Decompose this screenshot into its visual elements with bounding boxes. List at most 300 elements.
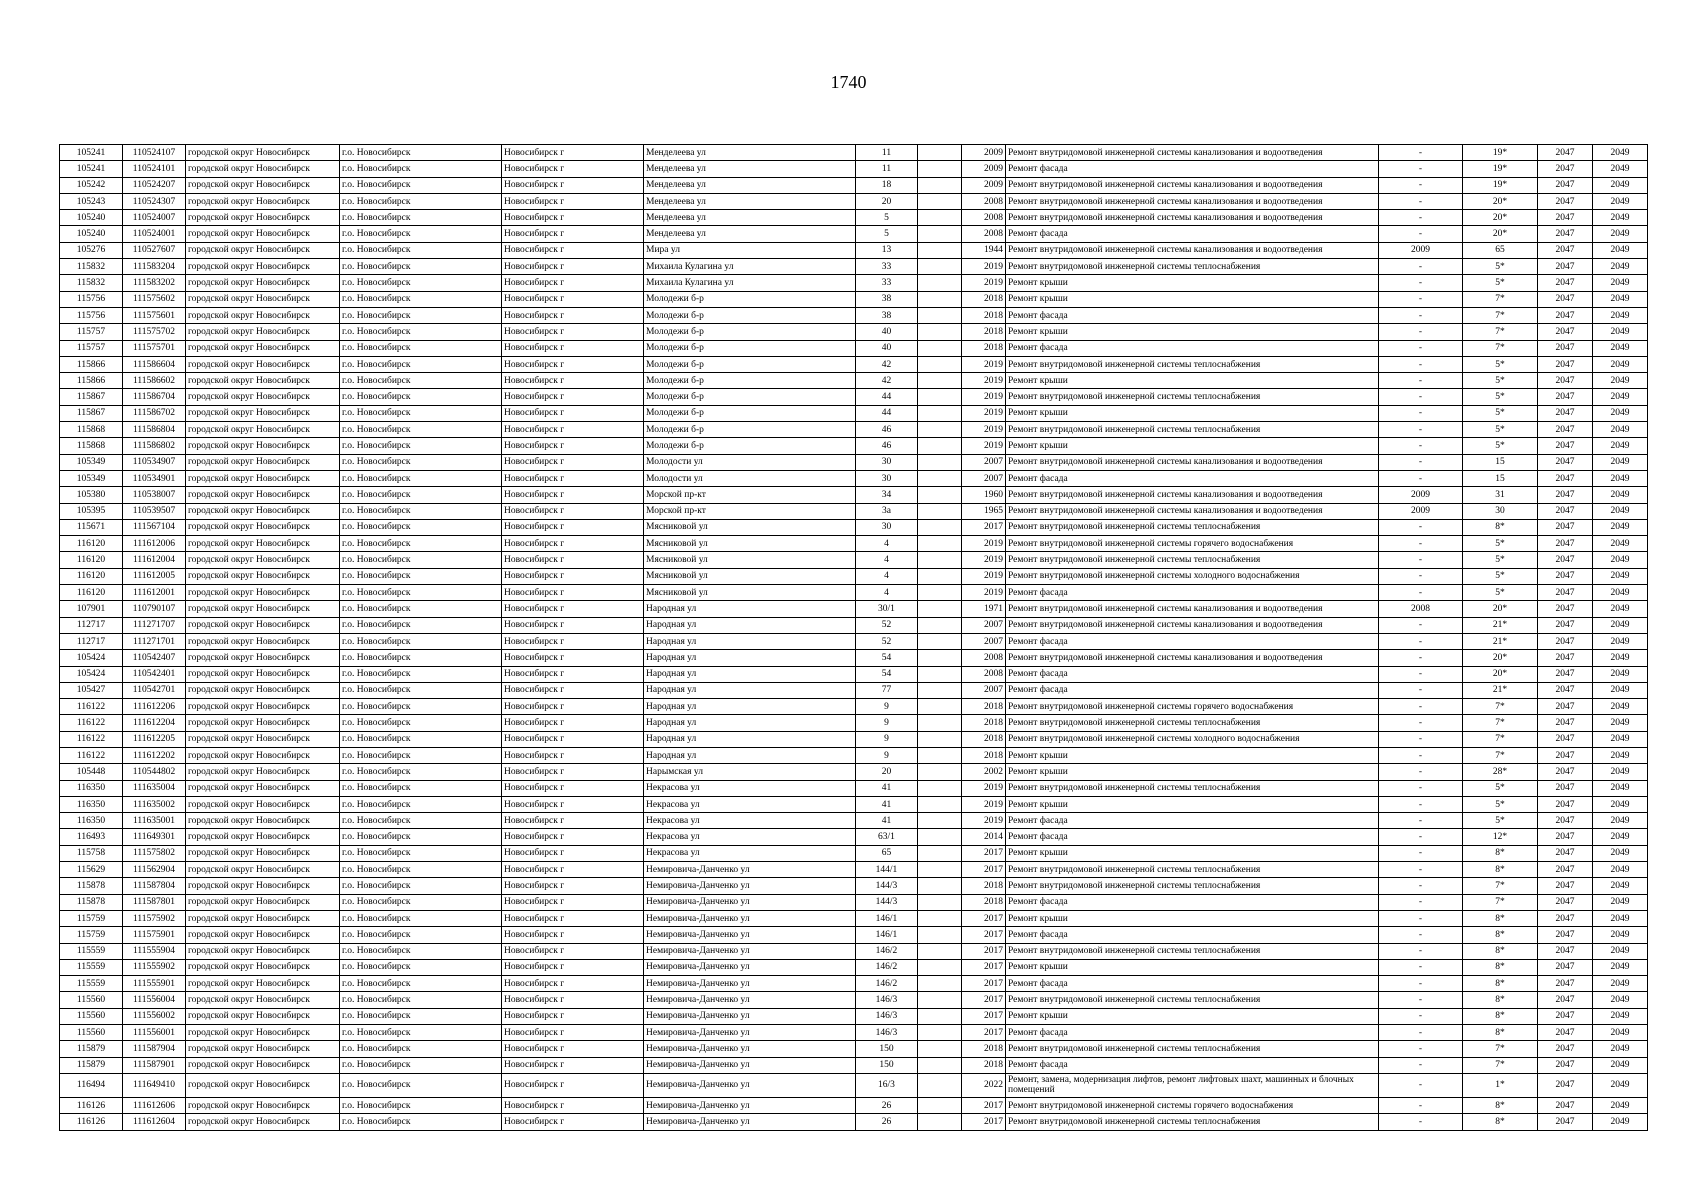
program-id-cell: 111612206 [123, 699, 186, 715]
work-type-cell: Ремонт внутридомовой инженерной системы теплоснабжения [1006, 422, 1379, 438]
plan-end-cell: 2049 [1593, 682, 1648, 698]
work-type-cell: Ремонт крыши [1006, 291, 1379, 307]
plan-end-cell: 2049 [1593, 1057, 1648, 1073]
table-row [60, 829, 1648, 845]
year-cell: 2017 [962, 862, 1006, 878]
plan-start-cell: 2047 [1538, 487, 1593, 503]
house-id-cell: 116120 [60, 585, 123, 601]
program-id-cell: 111612205 [123, 731, 186, 747]
building-cell [918, 259, 962, 275]
street-cell: Некрасова ул [644, 845, 856, 861]
house-id-cell: 115878 [60, 878, 123, 894]
wear-cell: 5* [1463, 259, 1538, 275]
work-type-cell: Ремонт крыши [1006, 796, 1379, 812]
municipality-cell: г.о. Новосибирск [340, 1041, 502, 1057]
building-cell [918, 617, 962, 633]
wear-cell: 5* [1463, 536, 1538, 552]
plan-end-cell: 2049 [1593, 1041, 1648, 1057]
district-cell: городской округ Новосибирск [186, 910, 340, 926]
house-number-cell: 41 [856, 813, 918, 829]
last-repair-cell: - [1379, 796, 1463, 812]
municipality-cell: г.о. Новосибирск [340, 470, 502, 486]
building-cell [918, 829, 962, 845]
year-cell: 2018 [962, 699, 1006, 715]
wear-cell: 5* [1463, 275, 1538, 291]
house-id-cell: 105243 [60, 193, 123, 209]
last-repair-cell: 2009 [1379, 242, 1463, 258]
district-cell: городской округ Новосибирск [186, 568, 340, 584]
table-row [60, 503, 1648, 519]
year-cell: 1944 [962, 242, 1006, 258]
wear-cell: 8* [1463, 1114, 1538, 1130]
municipality-cell: г.о. Новосибирск [340, 829, 502, 845]
plan-start-cell: 2047 [1538, 1041, 1593, 1057]
building-cell [918, 845, 962, 861]
district-cell: городской округ Новосибирск [186, 878, 340, 894]
plan-end-cell: 2049 [1593, 845, 1648, 861]
building-cell [918, 373, 962, 389]
plan-end-cell: 2049 [1593, 487, 1648, 503]
district-cell: городской округ Новосибирск [186, 275, 340, 291]
district-cell: городской округ Новосибирск [186, 617, 340, 633]
plan-end-cell: 2049 [1593, 1114, 1648, 1130]
municipality-cell: г.о. Новосибирск [340, 193, 502, 209]
program-id-cell: 111583204 [123, 259, 186, 275]
plan-end-cell: 2049 [1593, 715, 1648, 731]
district-cell: городской округ Новосибирск [186, 340, 340, 356]
building-cell [918, 470, 962, 486]
program-id-cell: 111586704 [123, 389, 186, 405]
building-cell [918, 633, 962, 649]
street-cell: Немировича-Данченко ул [644, 959, 856, 975]
wear-cell: 8* [1463, 519, 1538, 535]
municipality-cell: г.о. Новосибирск [340, 764, 502, 780]
street-cell: Мира ул [644, 242, 856, 258]
program-id-cell: 111649410 [123, 1073, 186, 1097]
program-id-cell: 110790107 [123, 601, 186, 617]
house-number-cell: 13 [856, 242, 918, 258]
street-cell: Немировича-Данченко ул [644, 1008, 856, 1024]
last-repair-cell: - [1379, 356, 1463, 372]
district-cell: городской округ Новосибирск [186, 242, 340, 258]
house-id-cell: 105241 [60, 145, 123, 161]
locality-cell: Новосибирск г [502, 373, 644, 389]
building-cell [918, 503, 962, 519]
last-repair-cell: - [1379, 699, 1463, 715]
building-cell [918, 780, 962, 796]
plan-start-cell: 2047 [1538, 682, 1593, 698]
last-repair-cell: - [1379, 291, 1463, 307]
work-type-cell: Ремонт внутридомовой инженерной системы теплоснабжения [1006, 715, 1379, 731]
house-number-cell: 30/1 [856, 601, 918, 617]
plan-start-cell: 2047 [1538, 829, 1593, 845]
work-type-cell: Ремонт крыши [1006, 373, 1379, 389]
house-number-cell: 33 [856, 259, 918, 275]
plan-end-cell: 2049 [1593, 780, 1648, 796]
street-cell: Молодежи б-р [644, 356, 856, 372]
program-id-cell: 111635004 [123, 780, 186, 796]
locality-cell: Новосибирск г [502, 780, 644, 796]
street-cell: Немировича-Данченко ул [644, 927, 856, 943]
district-cell: городской округ Новосибирск [186, 356, 340, 372]
plan-end-cell: 2049 [1593, 210, 1648, 226]
building-cell [918, 356, 962, 372]
building-cell [918, 1097, 962, 1113]
municipality-cell: г.о. Новосибирск [340, 1097, 502, 1113]
house-id-cell: 115868 [60, 422, 123, 438]
building-cell [918, 976, 962, 992]
last-repair-cell: - [1379, 454, 1463, 470]
locality-cell: Новосибирск г [502, 422, 644, 438]
house-id-cell: 115559 [60, 959, 123, 975]
last-repair-cell: - [1379, 422, 1463, 438]
municipality-cell: г.о. Новосибирск [340, 226, 502, 242]
table-row [60, 324, 1648, 340]
locality-cell: Новосибирск г [502, 519, 644, 535]
municipality-cell: г.о. Новосибирск [340, 307, 502, 323]
wear-cell: 5* [1463, 356, 1538, 372]
last-repair-cell: - [1379, 1097, 1463, 1113]
municipality-cell: г.о. Новосибирск [340, 161, 502, 177]
building-cell [918, 1057, 962, 1073]
house-id-cell: 105242 [60, 177, 123, 193]
locality-cell: Новосибирск г [502, 1097, 644, 1113]
program-id-cell: 111586804 [123, 422, 186, 438]
locality-cell: Новосибирск г [502, 894, 644, 910]
work-type-cell: Ремонт внутридомовой инженерной системы теплоснабжения [1006, 552, 1379, 568]
plan-start-cell: 2047 [1538, 927, 1593, 943]
wear-cell: 5* [1463, 813, 1538, 829]
district-cell: городской округ Новосибирск [186, 193, 340, 209]
locality-cell: Новосибирск г [502, 1041, 644, 1057]
house-id-cell: 115560 [60, 1025, 123, 1041]
work-type-cell: Ремонт фасада [1006, 682, 1379, 698]
table-row [60, 470, 1648, 486]
locality-cell: Новосибирск г [502, 226, 644, 242]
program-id-cell: 111575702 [123, 324, 186, 340]
building-cell [918, 145, 962, 161]
program-id-cell: 110538007 [123, 487, 186, 503]
house-id-cell: 116122 [60, 731, 123, 747]
house-number-cell: 42 [856, 356, 918, 372]
plan-start-cell: 2047 [1538, 470, 1593, 486]
table-row [60, 422, 1648, 438]
locality-cell: Новосибирск г [502, 470, 644, 486]
year-cell: 2017 [962, 1114, 1006, 1130]
house-id-cell: 115879 [60, 1057, 123, 1073]
district-cell: городской округ Новосибирск [186, 1114, 340, 1130]
street-cell: Некрасова ул [644, 813, 856, 829]
municipality-cell: г.о. Новосибирск [340, 943, 502, 959]
table-row [60, 666, 1648, 682]
municipality-cell: г.о. Новосибирск [340, 976, 502, 992]
plan-end-cell: 2049 [1593, 731, 1648, 747]
wear-cell: 8* [1463, 1008, 1538, 1024]
table-row [60, 845, 1648, 861]
work-type-cell: Ремонт фасада [1006, 470, 1379, 486]
municipality-cell: г.о. Новосибирск [340, 438, 502, 454]
year-cell: 2002 [962, 764, 1006, 780]
district-cell: городской округ Новосибирск [186, 259, 340, 275]
plan-start-cell: 2047 [1538, 503, 1593, 519]
work-type-cell: Ремонт внутридомовой инженерной системы канализования и водоотведения [1006, 487, 1379, 503]
wear-cell: 7* [1463, 878, 1538, 894]
locality-cell: Новосибирск г [502, 862, 644, 878]
year-cell: 2019 [962, 389, 1006, 405]
program-id-cell: 111586802 [123, 438, 186, 454]
building-cell [918, 992, 962, 1008]
district-cell: городской округ Новосибирск [186, 796, 340, 812]
last-repair-cell: - [1379, 845, 1463, 861]
year-cell: 2018 [962, 340, 1006, 356]
municipality-cell: г.о. Новосибирск [340, 1057, 502, 1073]
house-id-cell: 116126 [60, 1114, 123, 1130]
municipality-cell: г.о. Новосибирск [340, 585, 502, 601]
wear-cell: 65 [1463, 242, 1538, 258]
table-row [60, 1041, 1648, 1057]
year-cell: 2019 [962, 536, 1006, 552]
house-number-cell: 4 [856, 568, 918, 584]
year-cell: 2022 [962, 1073, 1006, 1097]
wear-cell: 12* [1463, 829, 1538, 845]
year-cell: 2018 [962, 324, 1006, 340]
building-cell [918, 275, 962, 291]
table-row [60, 340, 1648, 356]
wear-cell: 28* [1463, 764, 1538, 780]
district-cell: городской округ Новосибирск [186, 585, 340, 601]
house-number-cell: 40 [856, 340, 918, 356]
plan-start-cell: 2047 [1538, 699, 1593, 715]
last-repair-cell: - [1379, 324, 1463, 340]
last-repair-cell: - [1379, 715, 1463, 731]
plan-end-cell: 2049 [1593, 193, 1648, 209]
plan-start-cell: 2047 [1538, 259, 1593, 275]
municipality-cell: г.о. Новосибирск [340, 356, 502, 372]
plan-start-cell: 2047 [1538, 959, 1593, 975]
plan-start-cell: 2047 [1538, 145, 1593, 161]
year-cell: 2019 [962, 796, 1006, 812]
wear-cell: 7* [1463, 715, 1538, 731]
last-repair-cell: - [1379, 976, 1463, 992]
year-cell: 2008 [962, 210, 1006, 226]
plan-start-cell: 2047 [1538, 552, 1593, 568]
wear-cell: 5* [1463, 422, 1538, 438]
work-type-cell: Ремонт внутридомовой инженерной системы теплоснабжения [1006, 943, 1379, 959]
last-repair-cell: 2008 [1379, 601, 1463, 617]
plan-start-cell: 2047 [1538, 585, 1593, 601]
house-id-cell: 116126 [60, 1097, 123, 1113]
house-id-cell: 115758 [60, 845, 123, 861]
last-repair-cell: - [1379, 405, 1463, 421]
program-id-cell: 111555904 [123, 943, 186, 959]
program-id-cell: 110534901 [123, 470, 186, 486]
plan-start-cell: 2047 [1538, 910, 1593, 926]
street-cell: Морской пр-кт [644, 487, 856, 503]
table-row [60, 373, 1648, 389]
work-type-cell: Ремонт внутридомовой инженерной системы теплоснабжения [1006, 780, 1379, 796]
house-id-cell: 116350 [60, 796, 123, 812]
year-cell: 2018 [962, 307, 1006, 323]
district-cell: городской округ Новосибирск [186, 1025, 340, 1041]
work-type-cell: Ремонт внутридомовой инженерной системы теплоснабжения [1006, 389, 1379, 405]
table-row [60, 438, 1648, 454]
house-number-cell: 54 [856, 650, 918, 666]
district-cell: городской округ Новосибирск [186, 959, 340, 975]
program-id-cell: 111271701 [123, 633, 186, 649]
house-id-cell: 115560 [60, 992, 123, 1008]
plan-start-cell: 2047 [1538, 340, 1593, 356]
work-type-cell: Ремонт внутридомовой инженерной системы теплоснабжения [1006, 519, 1379, 535]
plan-start-cell: 2047 [1538, 650, 1593, 666]
municipality-cell: г.о. Новосибирск [340, 813, 502, 829]
building-cell [918, 878, 962, 894]
municipality-cell: г.о. Новосибирск [340, 503, 502, 519]
locality-cell: Новосибирск г [502, 275, 644, 291]
table-row [60, 1025, 1648, 1041]
table-row [60, 454, 1648, 470]
house-number-cell: 146/2 [856, 959, 918, 975]
district-cell: городской округ Новосибирск [186, 829, 340, 845]
plan-end-cell: 2049 [1593, 405, 1648, 421]
locality-cell: Новосибирск г [502, 992, 644, 1008]
plan-start-cell: 2047 [1538, 161, 1593, 177]
plan-end-cell: 2049 [1593, 454, 1648, 470]
program-id-cell: 110544802 [123, 764, 186, 780]
wear-cell: 8* [1463, 862, 1538, 878]
work-type-cell: Ремонт внутридомовой инженерной системы канализования и водоотведения [1006, 210, 1379, 226]
work-type-cell: Ремонт внутридомовой инженерной системы канализования и водоотведения [1006, 503, 1379, 519]
municipality-cell: г.о. Новосибирск [340, 1073, 502, 1097]
program-id-cell: 111612604 [123, 1114, 186, 1130]
building-cell [918, 210, 962, 226]
street-cell: Мясниковой ул [644, 568, 856, 584]
district-cell: городской округ Новосибирск [186, 1097, 340, 1113]
plan-end-cell: 2049 [1593, 617, 1648, 633]
building-cell [918, 650, 962, 666]
district-cell: городской округ Новосибирск [186, 470, 340, 486]
plan-start-cell: 2047 [1538, 747, 1593, 763]
work-type-cell: Ремонт фасада [1006, 1057, 1379, 1073]
program-id-cell: 111612202 [123, 747, 186, 763]
plan-start-cell: 2047 [1538, 438, 1593, 454]
house-number-cell: 144/1 [856, 862, 918, 878]
table-row [60, 976, 1648, 992]
program-id-cell: 110524107 [123, 145, 186, 161]
street-cell: Молодежи б-р [644, 405, 856, 421]
district-cell: городской округ Новосибирск [186, 291, 340, 307]
house-id-cell: 116122 [60, 747, 123, 763]
house-number-cell: 3а [856, 503, 918, 519]
program-id-cell: 111587904 [123, 1041, 186, 1057]
table-row [60, 764, 1648, 780]
last-repair-cell: - [1379, 617, 1463, 633]
house-number-cell: 146/3 [856, 992, 918, 1008]
street-cell: Народная ул [644, 682, 856, 698]
work-type-cell: Ремонт внутридомовой инженерной системы холодного водоснабжения [1006, 731, 1379, 747]
program-id-cell: 110524001 [123, 226, 186, 242]
locality-cell: Новосибирск г [502, 829, 644, 845]
program-id-cell: 110534907 [123, 454, 186, 470]
plan-end-cell: 2049 [1593, 438, 1648, 454]
district-cell: городской округ Новосибирск [186, 324, 340, 340]
district-cell: городской округ Новосибирск [186, 813, 340, 829]
municipality-cell: г.о. Новосибирск [340, 992, 502, 1008]
locality-cell: Новосибирск г [502, 193, 644, 209]
year-cell: 2018 [962, 715, 1006, 731]
district-cell: городской округ Новосибирск [186, 682, 340, 698]
plan-start-cell: 2047 [1538, 976, 1593, 992]
year-cell: 2018 [962, 731, 1006, 747]
work-type-cell: Ремонт, замена, модернизация лифтов, ремонт лифтовых шахт, машинных и блочных помещений [1006, 1073, 1379, 1097]
street-cell: Немировича-Данченко ул [644, 1073, 856, 1097]
plan-start-cell: 2047 [1538, 242, 1593, 258]
street-cell: Немировича-Данченко ул [644, 1041, 856, 1057]
program-id-cell: 111612005 [123, 568, 186, 584]
plan-start-cell: 2047 [1538, 307, 1593, 323]
plan-start-cell: 2047 [1538, 389, 1593, 405]
year-cell: 2018 [962, 747, 1006, 763]
plan-end-cell: 2049 [1593, 422, 1648, 438]
plan-end-cell: 2049 [1593, 764, 1648, 780]
wear-cell: 8* [1463, 910, 1538, 926]
locality-cell: Новосибирск г [502, 845, 644, 861]
year-cell: 2008 [962, 226, 1006, 242]
table-row [60, 682, 1648, 698]
street-cell: Немировича-Данченко ул [644, 894, 856, 910]
last-repair-cell: - [1379, 780, 1463, 796]
plan-end-cell: 2049 [1593, 356, 1648, 372]
building-cell [918, 552, 962, 568]
work-type-cell: Ремонт внутридомовой инженерной системы теплоснабжения [1006, 259, 1379, 275]
last-repair-cell: - [1379, 666, 1463, 682]
building-cell [918, 894, 962, 910]
table-row [60, 356, 1648, 372]
year-cell: 2009 [962, 177, 1006, 193]
wear-cell: 8* [1463, 976, 1538, 992]
house-number-cell: 11 [856, 145, 918, 161]
house-id-cell: 112717 [60, 617, 123, 633]
plan-start-cell: 2047 [1538, 356, 1593, 372]
street-cell: Немировича-Данченко ул [644, 878, 856, 894]
street-cell: Менделеева ул [644, 161, 856, 177]
year-cell: 2007 [962, 682, 1006, 698]
house-number-cell: 4 [856, 585, 918, 601]
work-type-cell: Ремонт фасада [1006, 585, 1379, 601]
house-number-cell: 46 [856, 438, 918, 454]
street-cell: Молодежи б-р [644, 291, 856, 307]
street-cell: Михаила Кулагина ул [644, 275, 856, 291]
municipality-cell: г.о. Новосибирск [340, 699, 502, 715]
last-repair-cell: - [1379, 275, 1463, 291]
work-type-cell: Ремонт фасада [1006, 633, 1379, 649]
last-repair-cell: - [1379, 829, 1463, 845]
wear-cell: 15 [1463, 470, 1538, 486]
district-cell: городской округ Новосибирск [186, 405, 340, 421]
house-number-cell: 4 [856, 552, 918, 568]
work-type-cell: Ремонт внутридомовой инженерной системы канализования и водоотведения [1006, 650, 1379, 666]
district-cell: городской округ Новосибирск [186, 666, 340, 682]
house-id-cell: 116122 [60, 715, 123, 731]
program-id-cell: 111575902 [123, 910, 186, 926]
building-cell [918, 585, 962, 601]
year-cell: 2014 [962, 829, 1006, 845]
locality-cell: Новосибирск г [502, 764, 644, 780]
work-type-cell: Ремонт внутридомовой инженерной системы канализования и водоотведения [1006, 617, 1379, 633]
last-repair-cell: - [1379, 389, 1463, 405]
house-number-cell: 146/3 [856, 1008, 918, 1024]
municipality-cell: г.о. Новосибирск [340, 210, 502, 226]
house-id-cell: 105240 [60, 210, 123, 226]
